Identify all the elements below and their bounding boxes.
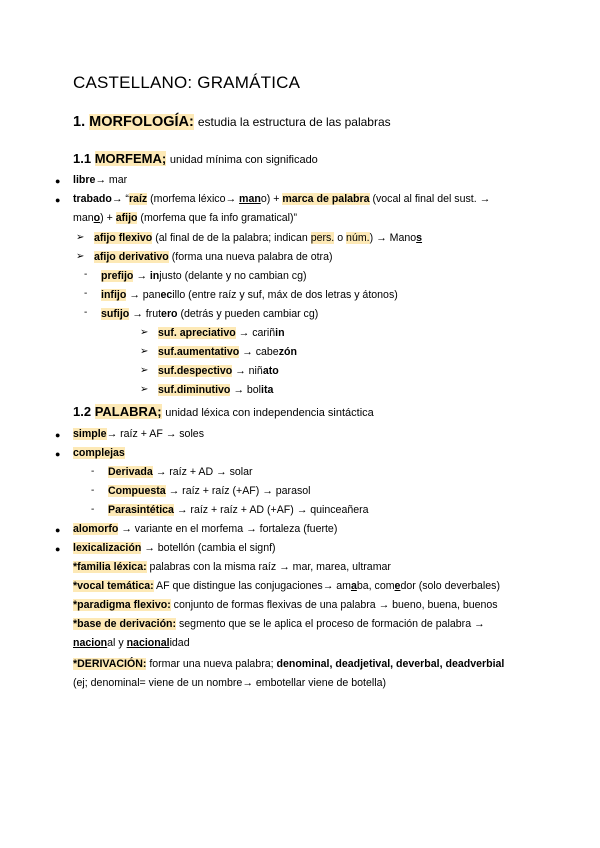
- section-desc: unidad mínima con significado: [169, 154, 318, 166]
- text: e: [394, 580, 401, 592]
- text: → frut: [129, 308, 162, 320]
- dash-icon: -: [84, 307, 88, 318]
- text: (forma una nueva palabra de otra): [168, 251, 333, 263]
- section-label: PALABRA;: [94, 404, 162, 419]
- text: o: [334, 232, 347, 244]
- note-base-derivacion-cont: [73, 634, 190, 653]
- section-number: 1.: [73, 114, 86, 130]
- section-label: MORFOLOGÍA:: [89, 114, 194, 130]
- section-desc: estudia la estructura de las palabras: [197, 115, 391, 129]
- term: alomorfo: [73, 523, 119, 535]
- text: (vocal al final del sust. →: [369, 193, 491, 205]
- text: → botellón (cambia el signf): [141, 542, 276, 554]
- text: illo (entre raíz y suf, máx de dos letras y átonos): [172, 289, 398, 301]
- text: segmento que se le aplica el proceso de formación de palabra →: [176, 618, 485, 630]
- text: → raíz + AD → solar: [152, 466, 253, 478]
- text: denominal, deadjetival, deverbal, deadverbial: [276, 658, 505, 670]
- term: Parasintética: [108, 504, 174, 516]
- list-item-afijo-flexivo: [94, 229, 422, 248]
- list-item-prefijo: [101, 267, 307, 286]
- note-paradigma-flexivo: [73, 596, 498, 615]
- text: in: [275, 327, 285, 339]
- text: ) +: [100, 212, 116, 224]
- list-item-infijo: [101, 286, 398, 305]
- term: trabado: [73, 193, 112, 205]
- bullet-icon: ●: [55, 195, 61, 205]
- term: Compuesta: [108, 485, 166, 497]
- list-item-suf: [158, 362, 279, 381]
- list-item-derivada: [108, 463, 253, 482]
- text: → pan: [126, 289, 161, 301]
- term-afijo: afijo: [115, 212, 138, 224]
- bullet-icon: ●: [55, 544, 61, 554]
- text: ec: [160, 289, 173, 301]
- text: s: [416, 232, 423, 244]
- note-familia-lexica: [73, 558, 391, 577]
- term: sufijo: [101, 308, 130, 320]
- list-item-afijo-derivativo: [94, 248, 333, 267]
- bullet-icon: ●: [55, 449, 61, 459]
- term: *vocal temática:: [73, 580, 154, 592]
- text: mar: [108, 174, 128, 186]
- text: ato: [262, 365, 279, 377]
- list-item-trabado: [73, 190, 490, 209]
- text: nacional: [126, 637, 170, 649]
- text: núm.: [346, 232, 370, 244]
- text: → variante en el morfema → fortaleza (fuerte): [118, 523, 338, 535]
- text: idad: [169, 637, 190, 649]
- arrow-bullet-icon: ➢: [140, 346, 149, 357]
- term: suf. apreciativo: [158, 327, 236, 339]
- list-item-simple: [73, 425, 204, 444]
- term: suf.despectivo: [158, 365, 233, 377]
- text: a: [350, 580, 357, 592]
- text: (al final de de la palabra; indican: [152, 232, 311, 244]
- dash-icon: -: [91, 504, 95, 515]
- term: *DERIVACIÓN:: [73, 658, 147, 670]
- term: complejas: [73, 447, 125, 459]
- list-item-suf: [158, 381, 273, 400]
- list-item-alomorfo: [73, 520, 337, 539]
- arrow-bullet-icon: ➢: [76, 251, 85, 262]
- list-item-suf: [158, 324, 285, 343]
- text: AF que distingue las conjugaciones→ am: [153, 580, 351, 592]
- text: → raíz + AF → soles: [106, 428, 204, 440]
- list-item-libre: [73, 171, 127, 190]
- dash-icon: -: [84, 288, 88, 299]
- text: formar una nueva palabra;: [146, 658, 277, 670]
- text: → bol: [230, 384, 262, 396]
- term: *base de derivación:: [73, 618, 177, 630]
- text: o: [260, 193, 267, 205]
- note-vocal-tematica: [73, 577, 500, 596]
- text: dor (solo deverbales): [400, 580, 500, 592]
- term: infijo: [101, 289, 127, 301]
- term: Derivada: [108, 466, 153, 478]
- bullet-icon: ●: [55, 176, 61, 186]
- section-1-2-heading: [73, 404, 374, 419]
- term: afijo flexivo: [94, 232, 153, 244]
- term: *familia léxica:: [73, 561, 147, 573]
- text: justo (delante y no cambian cg): [159, 270, 307, 282]
- text: (detrás y pueden cambiar cg): [177, 308, 319, 320]
- text: palabras con la misma raíz → mar, marea, ultramar: [146, 561, 391, 573]
- text: → “: [111, 193, 129, 205]
- section-label: MORFEMA;: [94, 151, 167, 166]
- list-item-complejas: [73, 444, 125, 463]
- arrow-bullet-icon: ➢: [76, 232, 85, 243]
- list-item-trabado-cont: [73, 209, 297, 228]
- term-mano: man: [239, 193, 261, 205]
- term: suf.diminutivo: [158, 384, 231, 396]
- note-derivacion: [73, 655, 504, 674]
- text: ita: [261, 384, 274, 396]
- text: → cabe: [239, 346, 279, 358]
- term: lexicalización: [73, 542, 142, 554]
- arrow-bullet-icon: ➢: [140, 384, 149, 395]
- arrow-bullet-icon: ➢: [140, 327, 149, 338]
- arrow-bullet-icon: ➢: [140, 365, 149, 376]
- section-desc: unidad léxica con independencia sintáctica: [165, 407, 374, 419]
- text: o: [93, 212, 101, 224]
- dash-icon: -: [84, 269, 88, 280]
- term: afijo derivativo: [94, 251, 169, 263]
- section-number: 1.2: [73, 404, 92, 419]
- term: simple: [73, 428, 107, 440]
- text: man: [73, 212, 94, 224]
- text: pers.: [310, 232, 335, 244]
- list-item-suf: [158, 343, 297, 362]
- note-derivacion-cont: (ej; denominal= viene de un nombre→ embotellar viene de botella): [73, 677, 386, 689]
- dash-icon: -: [91, 466, 95, 477]
- arrow: →: [95, 174, 106, 186]
- term: *paradigma flexivo:: [73, 599, 171, 611]
- text: in: [149, 270, 160, 282]
- text: → cariñ: [235, 327, 276, 339]
- text: al y: [107, 637, 127, 649]
- page-title: CASTELLANO: GRAMÁTICA: [73, 73, 301, 92]
- bullet-icon: ●: [55, 430, 61, 440]
- text: nacion: [73, 637, 108, 649]
- note-base-derivacion: [73, 615, 485, 634]
- text: ba, com: [356, 580, 395, 592]
- text: →: [133, 270, 150, 282]
- text: ) → Mano: [369, 232, 417, 244]
- text: → raíz + raíz + AD (+AF) → quinceañera: [173, 504, 369, 516]
- text: ero: [161, 308, 178, 320]
- term: libre: [73, 174, 96, 186]
- list-item-parasintetica: [108, 501, 369, 520]
- dash-icon: -: [91, 485, 95, 496]
- text: conjunto de formas flexivas de una palabra → bueno, buena, buenos: [170, 599, 498, 611]
- text: (morfema léxico→: [147, 193, 240, 205]
- term-raiz: raíz: [128, 193, 148, 205]
- list-item-compuesta: [108, 482, 311, 501]
- text: zón: [278, 346, 297, 358]
- list-item-lexicalizacion: [73, 539, 276, 558]
- term: prefijo: [101, 270, 134, 282]
- text: (morfema que fa info gramatical)”: [137, 212, 298, 224]
- list-item-sufijo: [101, 305, 318, 324]
- text: → niñ: [232, 365, 263, 377]
- section-1-heading: [73, 114, 391, 130]
- bullet-icon: ●: [55, 525, 61, 535]
- section-1-1-heading: [73, 151, 318, 166]
- section-number: 1.1: [73, 151, 92, 166]
- text: → raíz + raíz (+AF) → parasol: [165, 485, 311, 497]
- term-marca: marca de palabra: [282, 193, 370, 205]
- text: ) +: [266, 193, 283, 205]
- term: suf.aumentativo: [158, 346, 240, 358]
